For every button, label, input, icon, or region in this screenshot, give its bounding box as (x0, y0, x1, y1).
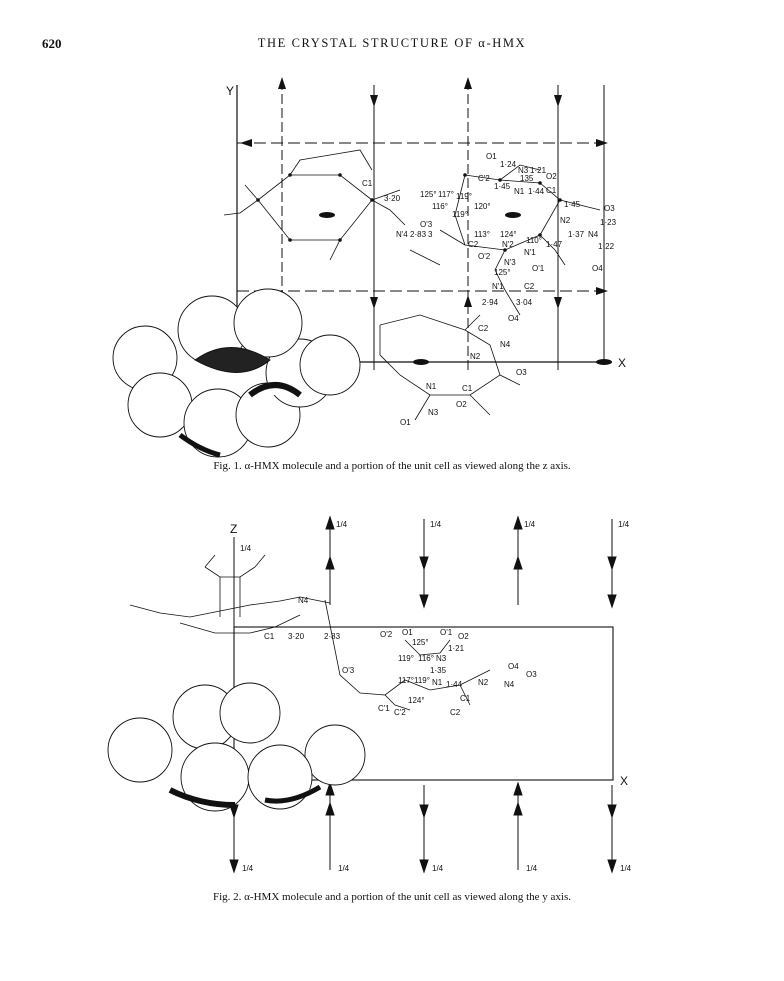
fig1-dist-320: 3·20 (384, 194, 401, 203)
fig1-label-n3b: N3 (428, 408, 439, 417)
fig2-axis-x-label: X (620, 774, 629, 788)
page-header (0, 36, 784, 56)
fig1-label-c1: C1 (546, 186, 557, 195)
fig2-quarter-left: 1/4 (240, 544, 252, 553)
fig2-space-filling-model (108, 683, 365, 811)
fig1-label-n1pp: N'1 (492, 282, 504, 291)
fig2-label-o1p: O'1 (440, 628, 453, 637)
fig1-molecule-lower (380, 315, 520, 420)
fig1-angle-125b: 125° (494, 268, 511, 277)
fig1-label-o4: O4 (592, 264, 603, 273)
fig2-label-c1: C1 (264, 632, 275, 641)
fig1-label-n2p: N'2 (502, 240, 514, 249)
fig2-label-o2: O2 (458, 632, 469, 641)
fig2-label-n2: N2 (478, 678, 489, 687)
fig2-quarter-bottom-3: 1/4 (432, 864, 444, 873)
fig2-angle-119b: 119° (414, 676, 430, 685)
fig1-label-c2: C2 (468, 240, 479, 249)
fig2-dist-121: 1·21 (448, 644, 465, 653)
fig2-label-o4: O4 (508, 662, 519, 671)
fig2-quarter-top-1: 1/4 (336, 520, 348, 529)
fig1-label-o1b: O1 (400, 418, 411, 427)
fig1-label-n2: N2 (560, 216, 571, 225)
fig1-dist-123: 1·23 (600, 218, 617, 227)
fig2-quarter-bottom-4: 1/4 (526, 864, 538, 873)
fig1-dist-145b: 1·45 (564, 200, 581, 209)
fig1-label-o2: O2 (546, 172, 557, 181)
fig1-dist-145a: 1·45 (494, 182, 511, 191)
fig1-dist-135: 135 (520, 174, 534, 183)
fig1-label-n1: N1 (514, 187, 525, 196)
fig1-label-o3b: O3 (516, 368, 527, 377)
fig1-molecule-left (224, 150, 405, 260)
fig1-angle-116: 116° (432, 202, 448, 211)
fig1-axis-x-label: X (618, 356, 627, 370)
fig1-space-filling-model (113, 289, 360, 457)
figure-1-caption: Fig. 1. α-HMX molecule and a portion of the unit cell as viewed along the z axis. (213, 460, 571, 472)
fig1-label-c2c: C2 (478, 324, 489, 333)
fig1-label-n2b: N2 (470, 352, 481, 361)
fig1-angle-119a: 119° (456, 192, 472, 201)
fig2-angle-116: 116° (418, 654, 434, 663)
fig1-label-3: 3 (428, 230, 433, 239)
fig2-label-n1: N1 (432, 678, 443, 687)
fig1-label-n4p: N'4 (396, 230, 408, 239)
fig2-label-o3: O3 (526, 670, 537, 679)
fig1-angle-124: 124° (500, 230, 517, 239)
fig2-label-c2p: C'2 (394, 708, 406, 717)
fig2-angle-125: 125° (412, 638, 429, 647)
figure-1-diagram (0, 75, 784, 455)
fig1-label-n1b: N1 (426, 382, 437, 391)
fig1-label-n1p: N'1 (524, 248, 536, 257)
fig2-quarter-top-2: 1/4 (430, 520, 442, 529)
fig2-quarter-bottom-1: 1/4 (242, 864, 254, 873)
fig2-label-n4b: N4 (504, 680, 515, 689)
fig1-dist-137: 1·37 (568, 230, 585, 239)
fig1-label-o1: O1 (486, 152, 497, 161)
fig2-angle-117: 117° (398, 676, 414, 685)
fig1-unit-cell (237, 143, 608, 291)
fig1-angle-113: 113° (474, 230, 490, 239)
fig2-dist-135: 1·35 (430, 666, 447, 675)
fig2-quarter-bottom-5: 1/4 (620, 864, 632, 873)
figure-2-diagram (0, 505, 784, 875)
fig1-angle-119b: 119° (452, 210, 468, 219)
fig2-label-c1p: C'1 (378, 704, 390, 713)
fig1-label-o3: O3 (604, 204, 615, 213)
fig2-dist-283: 2·83 (324, 632, 341, 641)
figure-2-caption: Fig. 2. α-HMX molecule and a portion of the unit cell as viewed along the y axis. (213, 891, 571, 903)
fig2-label-o1: O1 (402, 628, 413, 637)
fig1-dist-144: 1·44 (528, 187, 545, 196)
fig1-angle-117: 117° (438, 190, 454, 199)
fig1-angle-120: 120° (474, 202, 491, 211)
page-number: 620 (42, 36, 62, 51)
fig1-label-o1p: O'1 (532, 264, 545, 273)
fig1-label-c2p: C'2 (478, 174, 490, 183)
fig1-label-o4b: O4 (508, 314, 519, 323)
fig1-dist-294: 2·94 (482, 298, 499, 307)
fig1-dist-147: 1·47 (546, 240, 563, 249)
fig1-label-c1c: C1 (462, 384, 473, 393)
fig2-quarter-bottom-2: 1/4 (338, 864, 350, 873)
fig2-angle-119a: 119° (398, 654, 414, 663)
fig1-dist-283: 2·83 (410, 230, 427, 239)
fig1-dist-124: 1·24 (500, 160, 517, 169)
fig2-label-o2p: O'2 (380, 630, 393, 639)
fig2-dist-144: 1·44 (446, 680, 463, 689)
fig2-quarter-top-3: 1/4 (524, 520, 536, 529)
fig1-label-o3p: O'3 (420, 220, 433, 229)
fig1-label-n4: N4 (588, 230, 599, 239)
fig1-dist-122: 1·22 (598, 242, 615, 251)
fig1-angle-125: 125° (420, 190, 437, 199)
fig2-angle-124: 124° (408, 696, 425, 705)
fig1-label-o2b: O2 (456, 400, 467, 409)
fig1-label-c2b: C2 (524, 282, 535, 291)
fig1-label-c1b: C1 (362, 179, 373, 188)
fig2-dist-320: 3·20 (288, 632, 305, 641)
fig1-symmetry-lines (282, 80, 604, 370)
running-title: THE CRYSTAL STRUCTURE OF α-HMX (257, 36, 527, 50)
fig1-label-n3p: N'3 (504, 258, 516, 267)
fig1-dist-121: 1·21 (530, 166, 547, 175)
fig2-label-o3p: O'3 (342, 666, 355, 675)
fig2-label-n3: N3 (436, 654, 447, 663)
fig2-quarter-top-4: 1/4 (618, 520, 630, 529)
fig2-label-c2: C2 (450, 708, 461, 717)
fig1-axis-y-label: Y (226, 84, 235, 98)
fig1-label-n4b: N4 (500, 340, 511, 349)
fig1-label-o2p: O'2 (478, 252, 491, 261)
fig1-dist-304: 3·04 (516, 298, 533, 307)
fig1-angle-110: 110° (526, 236, 542, 245)
fig1-label-n3: N3 (518, 166, 529, 175)
fig2-label-c1b: C1 (460, 694, 471, 703)
fig2-top-arrows (326, 517, 616, 607)
fig2-axis-z-label: Z (230, 522, 238, 536)
fig2-label-n4: N4 (298, 596, 309, 605)
